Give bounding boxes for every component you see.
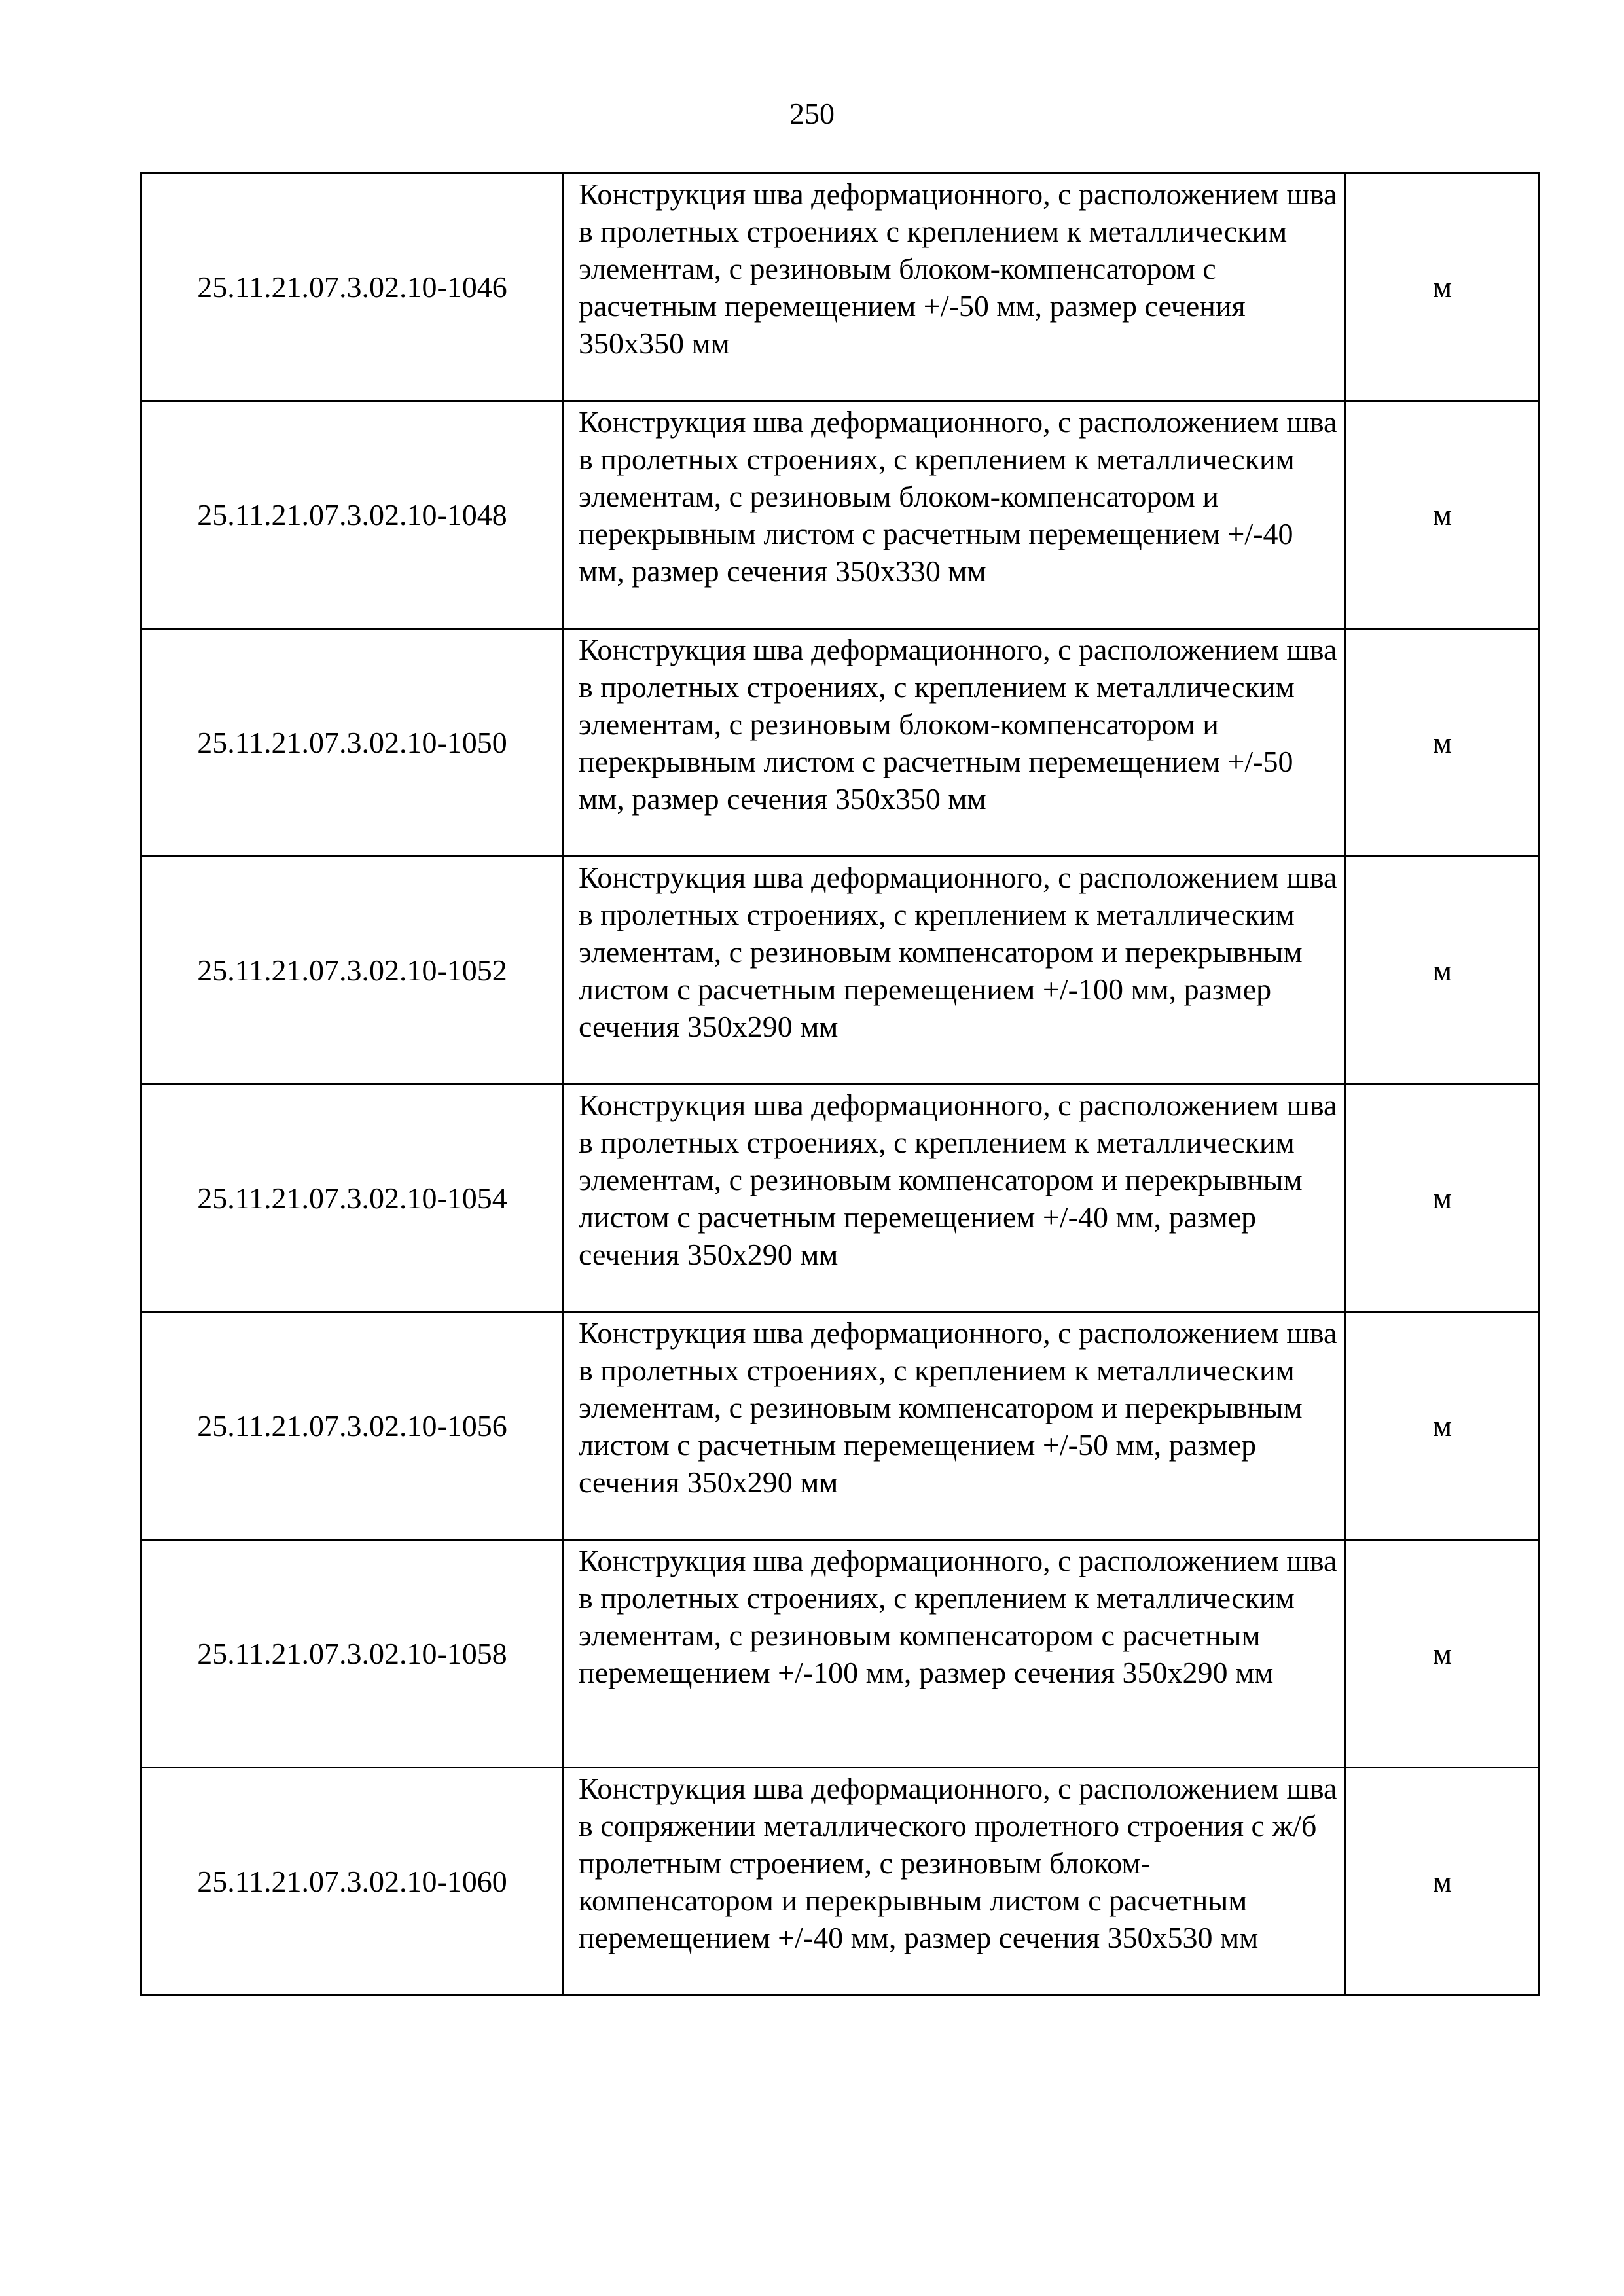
unit-of-measure: м <box>1346 629 1540 857</box>
unit-of-measure: м <box>1346 1540 1540 1768</box>
resource-description: Конструкция шва деформационного, с расположением шва в пролетных строениях, с креплением к металлическим элементам, с резиновым компенсатором и перекрывным листом с расчетным перемещением +/-100 мм, размер сечения 350x290 мм <box>564 857 1346 1085</box>
resource-code: 25.11.21.07.3.02.10-1056 <box>141 1312 564 1540</box>
resource-code: 25.11.21.07.3.02.10-1054 <box>141 1085 564 1312</box>
table-row <box>141 1085 1540 1312</box>
resource-table <box>140 172 1540 1996</box>
resource-description: Конструкция шва деформационного, с расположением шва в пролетных строениях, с креплением к металлическим элементам, с резиновым компенсатором и перекрывным листом с расчетным перемещением +/-50 мм, размер сечения 350x290 мм <box>564 1312 1346 1540</box>
table-row <box>141 1312 1540 1540</box>
resource-description: Конструкция шва деформационного, с расположением шва в пролетных строениях, с креплением к металлическим элементам, с резиновым блоком-компенсатором и перекрывным листом с расчетным перемещением +/-50 мм, размер сечения 350x350 мм <box>564 629 1346 857</box>
table-row <box>141 1768 1540 1996</box>
unit-of-measure: м <box>1346 401 1540 629</box>
unit-of-measure: м <box>1346 857 1540 1085</box>
resource-description: Конструкция шва деформационного, с расположением шва в пролетных строениях, с креплением к металлическим элементам, с резиновым блоком-компенсатором и перекрывным листом с расчетным перемещением +/-40 мм, размер сечения 350x330 мм <box>564 401 1346 629</box>
resource-code: 25.11.21.07.3.02.10-1060 <box>141 1768 564 1996</box>
resource-code: 25.11.21.07.3.02.10-1052 <box>141 857 564 1085</box>
resource-code: 25.11.21.07.3.02.10-1048 <box>141 401 564 629</box>
table-row <box>141 857 1540 1085</box>
unit-of-measure: м <box>1346 1312 1540 1540</box>
unit-of-measure: м <box>1346 1085 1540 1312</box>
resource-description: Конструкция шва деформационного, с расположением шва в сопряжении металлического пролетного строения с ж/б пролетным строением, с резиновым блоком-компенсатором и перекрывным листом с расчетным перемещением +/-40 мм, размер сечения 350x530 мм <box>564 1768 1346 1996</box>
resource-description: Конструкция шва деформационного, с расположением шва в пролетных строениях, с креплением к металлическим элементам, с резиновым компенсатором с расчетным перемещением +/-100 мм, размер сечения 350x290 мм <box>564 1540 1346 1768</box>
unit-of-measure: м <box>1346 1768 1540 1996</box>
resource-description: Конструкция шва деформационного, с расположением шва в пролетных строениях, с креплением к металлическим элементам, с резиновым компенсатором и перекрывным листом с расчетным перемещением +/-40 мм, размер сечения 350x290 мм <box>564 1085 1346 1312</box>
resource-code: 25.11.21.07.3.02.10-1046 <box>141 173 564 401</box>
resource-description: Конструкция шва деформационного, с расположением шва в пролетных строениях с креплением к металлическим элементам, с резиновым блоком-компенсатором с расчетным перемещением +/-50 мм, размер сечения 350x350 мм <box>564 173 1346 401</box>
table-row <box>141 1540 1540 1768</box>
table-row <box>141 173 1540 401</box>
unit-of-measure: м <box>1346 173 1540 401</box>
table-row <box>141 629 1540 857</box>
table-row <box>141 401 1540 629</box>
page-number: 250 <box>789 97 835 130</box>
resource-code: 25.11.21.07.3.02.10-1050 <box>141 629 564 857</box>
resource-code: 25.11.21.07.3.02.10-1058 <box>141 1540 564 1768</box>
